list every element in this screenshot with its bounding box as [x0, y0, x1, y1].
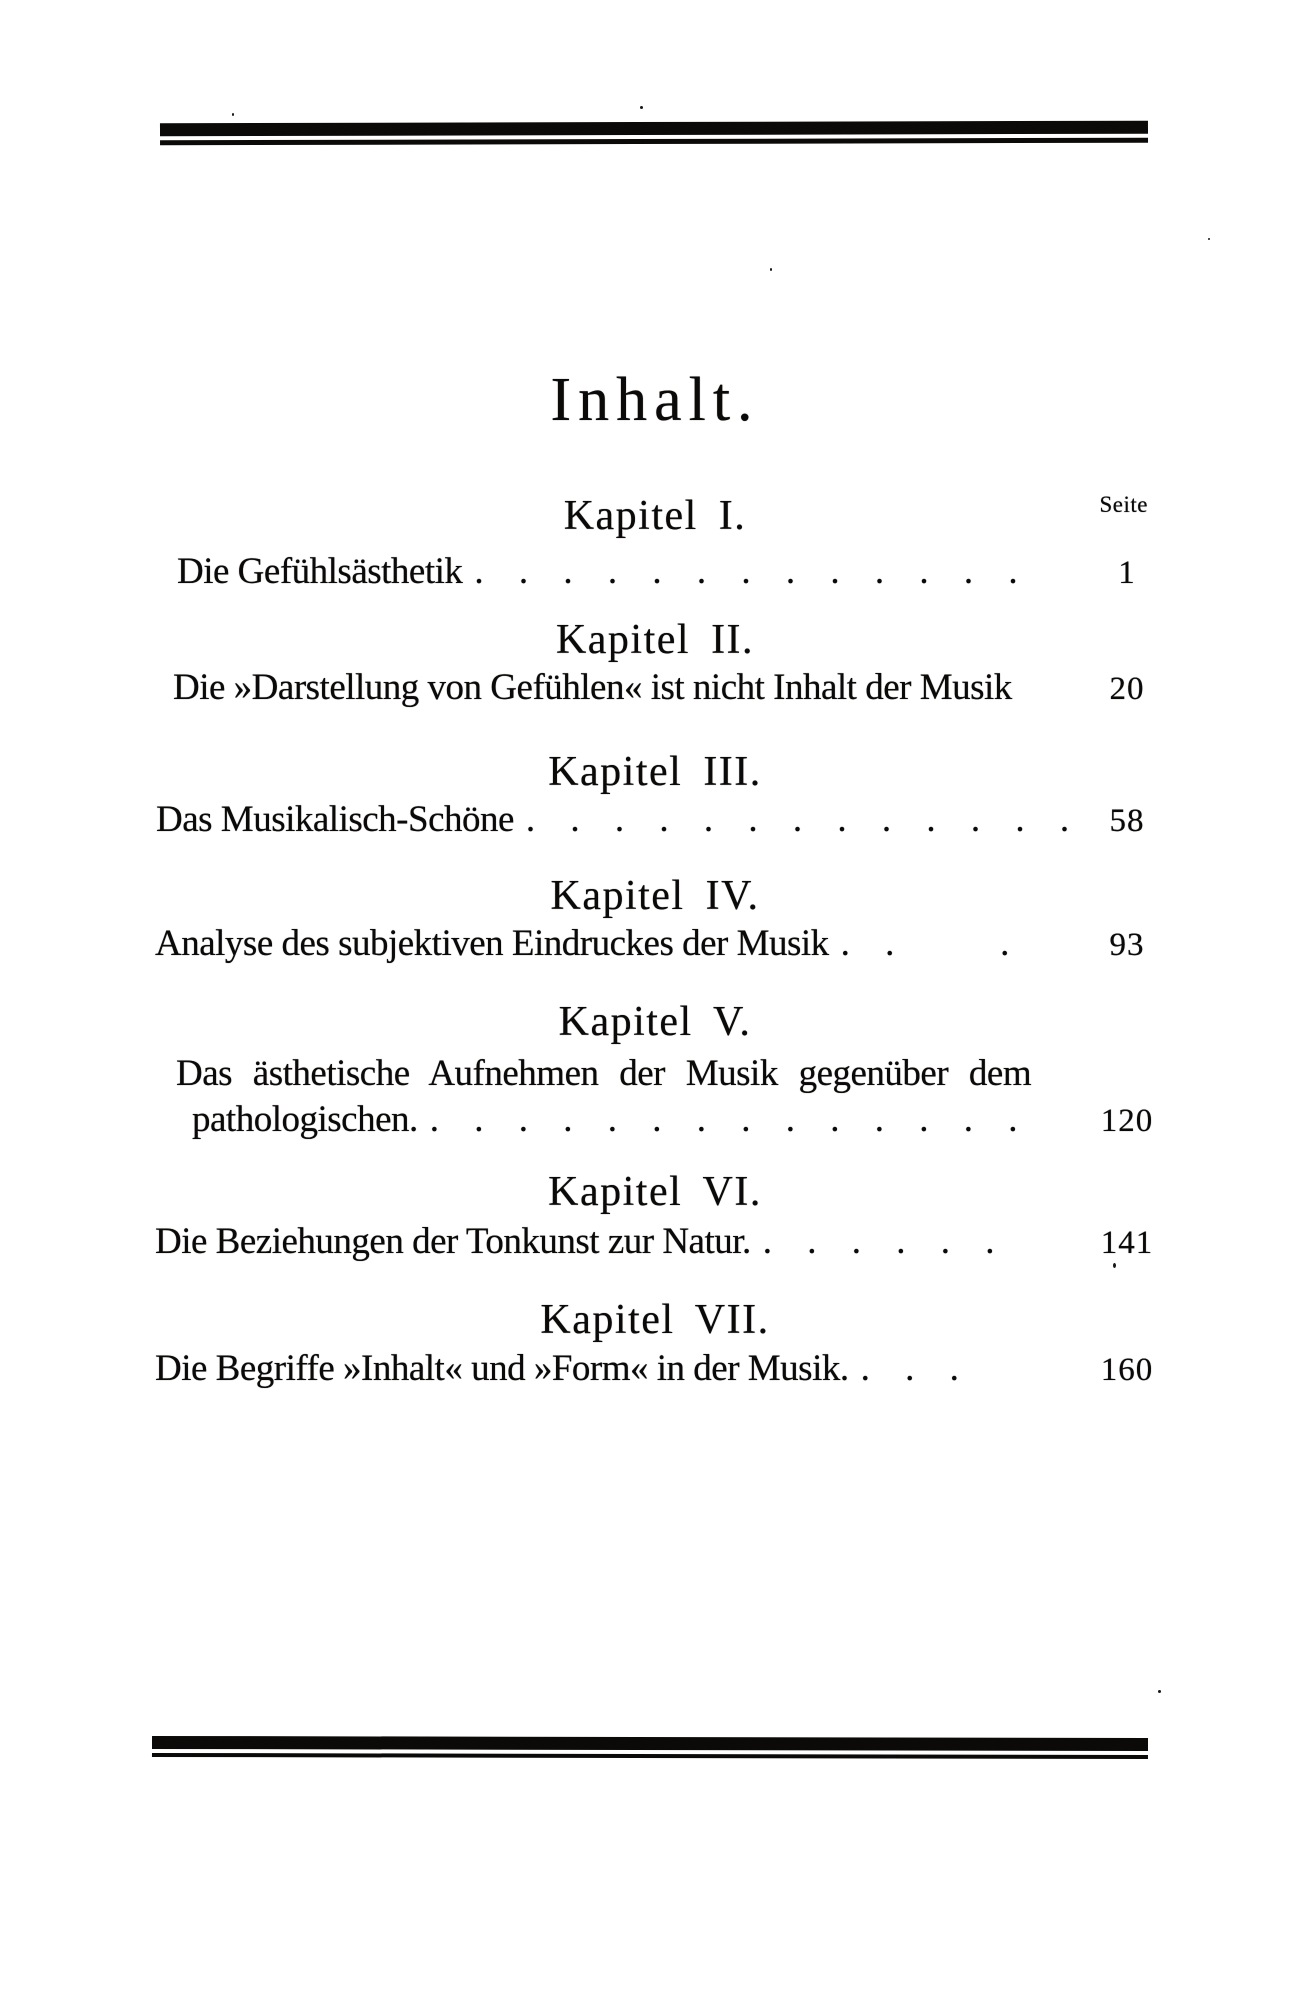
seite-column-label: Seite	[1099, 492, 1148, 517]
toc-entry-4-text: Analyse des subjektiven Eindruckes der Musik	[155, 923, 829, 964]
toc-entry-5-line-2	[192, 1098, 1158, 1143]
scan-speckle	[640, 106, 643, 109]
scan-speckle	[1208, 238, 1210, 240]
scan-speckle	[770, 268, 772, 271]
scan-speckle	[1158, 1690, 1161, 1693]
toc-entry-1	[177, 550, 1158, 595]
toc-entry-3-text: Das Musikalisch-Schöne	[156, 799, 514, 840]
toc-entry-6-dot-leader: . . . . . .	[762, 1221, 995, 1262]
toc-entry-5-line-1	[176, 1052, 1158, 1096]
toc-entry-3-page-number: 58	[1109, 803, 1145, 839]
chapter-heading-4: Kapitel IV.	[550, 873, 760, 919]
toc-entry-6-page-number: 141	[1100, 1225, 1154, 1261]
chapter-heading-7: Kapitel VII.	[540, 1297, 770, 1343]
bottom-rule-thin-bar	[152, 1753, 1148, 1759]
chapter-heading-2: Kapitel II.	[555, 617, 755, 663]
chapter-heading-3: Kapitel III.	[548, 749, 762, 795]
top-rule	[160, 121, 1148, 146]
chapter-heading-5: Kapitel V.	[558, 999, 752, 1045]
toc-entry-3-dot-leader: . . . . . . . . . . . . .	[525, 799, 1070, 840]
toc-entry-1-page-number: 1	[1118, 555, 1136, 591]
toc-entry-7	[155, 1347, 1158, 1392]
toc-entry-1-dot-leader: . . . . . . . . . . . . .	[474, 551, 1018, 592]
toc-entry-5-line-1-text: Das ästhetische Aufnehmen der Musik gegenüber dem	[176, 1053, 1032, 1094]
toc-entry-7-page-number: 160	[1100, 1352, 1154, 1388]
toc-entry-4-dot-leader: . . .	[840, 923, 1010, 964]
page-title: Inhalt.	[550, 366, 760, 434]
toc-entry-6-text: Die Beziehungen der Tonkunst zur Natur.	[155, 1221, 751, 1262]
toc-entry-4-page-number: 93	[1109, 927, 1145, 963]
chapter-heading-1: Kapitel I.	[563, 493, 747, 539]
toc-entry-7-text: Die Begriffe »Inhalt« und »Form« in der Musik.	[155, 1348, 849, 1389]
toc-entry-2-text: Die »Darstellung von Gefühlen« ist nicht Inhalt der Musik	[173, 667, 1012, 708]
toc-entry-3	[156, 798, 1158, 843]
bottom-rule	[152, 1736, 1148, 1759]
toc-entry-6	[155, 1220, 1158, 1265]
scan-speckle	[1113, 1263, 1116, 1268]
toc-entry-4	[155, 922, 1158, 967]
toc-entry-1-text: Die Gefühlsästhetik	[177, 551, 463, 592]
toc-entry-2-page-number: 20	[1109, 671, 1145, 707]
toc-entry-5-line-2-text: pathologischen.	[192, 1099, 418, 1140]
toc-entry-5-line-2-dot-leader: . . . . . . . . . . . . . .	[429, 1099, 1018, 1140]
chapter-heading-6: Kapitel VI.	[548, 1169, 762, 1215]
toc-entry-5-line-2-page-number: 120	[1100, 1103, 1154, 1139]
toc-entry-7-dot-leader: . . .	[860, 1348, 959, 1389]
scan-speckle	[232, 113, 234, 116]
toc-entry-2	[173, 666, 1158, 711]
